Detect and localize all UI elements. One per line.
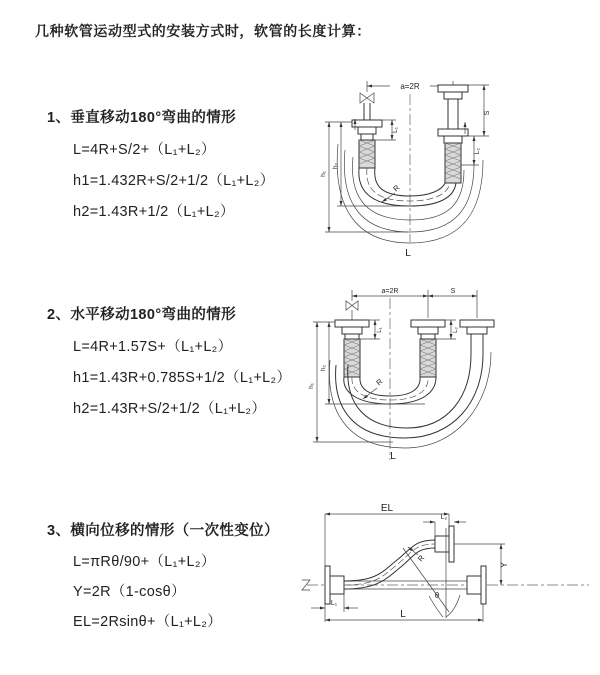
section-3-formula-EL: EL=2Rsinθ+（L₁+L₂） [73, 614, 223, 630]
svg-text:θ: θ [434, 591, 440, 600]
svg-text:L₂: L₂ [474, 147, 481, 155]
diagram-3-svg [297, 500, 599, 668]
dim-L [325, 604, 483, 622]
section-3-heading: 3、横向位移的情形（一次性变位） [47, 523, 279, 539]
diagram-1-vertical-bend [312, 72, 592, 262]
dim-L2 [423, 514, 466, 536]
svg-text:R: R [391, 182, 402, 194]
right-fitting [438, 85, 468, 183]
svg-text:h₁: h₁ [308, 383, 315, 389]
svg-text:L₁: L₁ [377, 327, 383, 333]
displaced-flange [435, 526, 454, 562]
label-R [382, 183, 402, 202]
svg-text:EL: EL [380, 503, 394, 514]
svg-text:R: R [415, 553, 427, 564]
svg-text:S: S [484, 110, 491, 116]
svg-text:R: R [374, 376, 385, 388]
diagram-1-svg [312, 72, 592, 262]
left-fitting [335, 320, 369, 377]
dim-L1 [311, 594, 358, 612]
svg-text:L₁: L₁ [330, 600, 338, 607]
section-1-formula-h2: h2=1.43R+1/2（L₁+L₂） [73, 204, 235, 220]
left-fitting [352, 120, 382, 168]
label-L: L [405, 248, 411, 259]
section-1-formula-h1: h1=1.432R+S/2+1/2（L₁+L₂） [73, 173, 275, 189]
section-2-formula-h2: h2=1.43R+S/2+1/2（L₁+L₂） [73, 401, 267, 417]
section-2-formula-L: L=4R+1.57S+（L₁+L₂） [73, 339, 233, 355]
page-title: 几种软管运动型式的安装方式时，软管的长度计算： [35, 23, 371, 39]
section-2-formula-h1: h1=1.43R+0.785S+1/2（L₁+L₂） [73, 370, 292, 386]
section-1-formula-L: L=4R+S/2+（L₁+L₂） [73, 142, 216, 158]
ghost-right-flange [467, 566, 486, 604]
section-3-formula-L: L=πRθ/90+（L₁+L₂） [73, 554, 216, 570]
svg-text:L₂: L₂ [440, 514, 448, 521]
svg-text:L₁: L₁ [392, 127, 399, 133]
valve-icon [360, 93, 374, 120]
diagram-2-svg [305, 280, 597, 476]
svg-text:h₁: h₁ [320, 171, 327, 177]
dim-EL [325, 503, 449, 566]
valve-icon [346, 301, 358, 320]
svg-text:S: S [450, 288, 456, 295]
svg-text:a=2R: a=2R [381, 288, 399, 295]
dim-S [468, 85, 491, 136]
left-flange [325, 566, 344, 604]
svg-text:a=2R: a=2R [400, 82, 420, 91]
section-3-formula-Y: Y=2R（1-cosθ） [73, 584, 186, 600]
dim-S [428, 288, 477, 318]
label-L: L [390, 451, 396, 462]
svg-text:h₂: h₂ [320, 364, 327, 372]
svg-text:L: L [400, 609, 406, 620]
svg-text:Y: Y [499, 561, 509, 569]
dim-L2 [461, 136, 481, 165]
hose-s-curve [344, 540, 435, 589]
right-fitting [460, 320, 494, 354]
diagram-2-horizontal-bend [305, 280, 597, 476]
section-1-heading: 1、垂直移动180°弯曲的情形 [47, 110, 237, 126]
diagram-3-lateral-displacement [297, 500, 599, 668]
svg-text:h₂: h₂ [332, 162, 339, 170]
middle-fitting [411, 320, 445, 377]
section-2-heading: 2、水平移动180°弯曲的情形 [47, 307, 237, 323]
svg-text:L₂: L₂ [453, 327, 459, 333]
